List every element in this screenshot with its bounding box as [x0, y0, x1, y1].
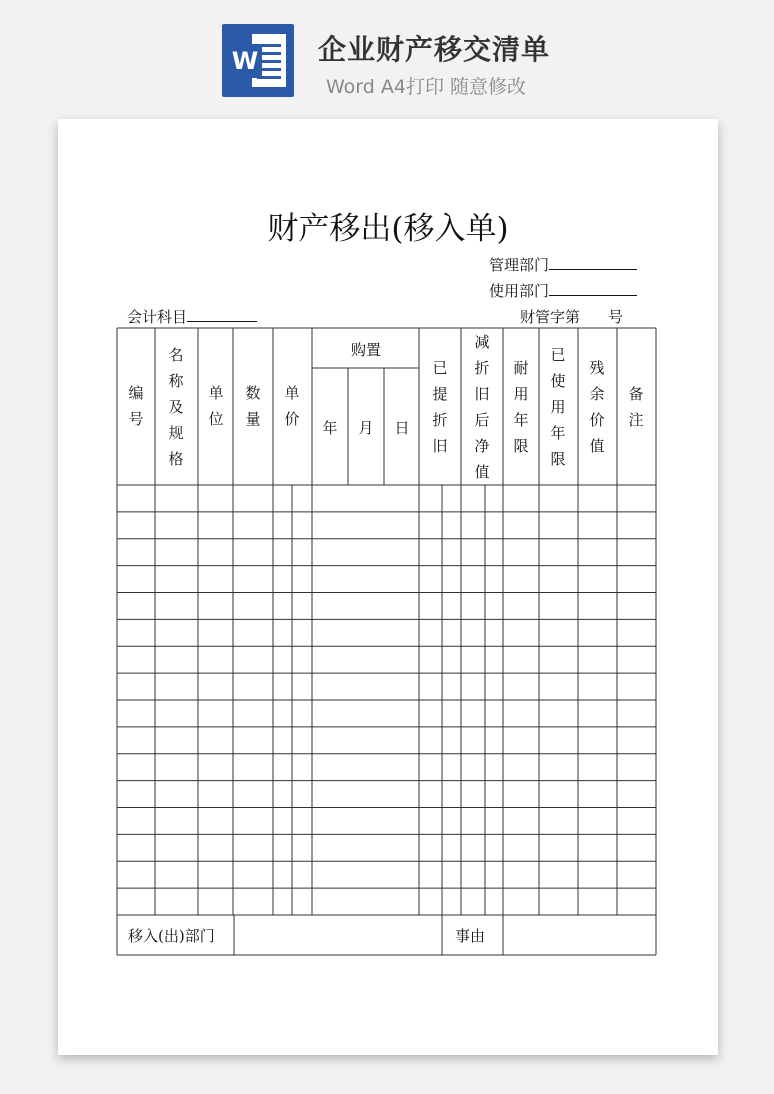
header-unit: 单位 — [208, 384, 224, 428]
use-dept-label: 使用部门 — [489, 282, 550, 300]
footer-reason-label: 事由 — [455, 927, 486, 945]
document-page — [58, 119, 718, 1055]
header-day: 日 — [394, 419, 410, 437]
header-month: 月 — [358, 419, 374, 437]
header-name: 名称及规格 — [168, 346, 184, 468]
header-price: 单价 — [284, 384, 300, 428]
header-net-value: 减折旧后净值 — [474, 333, 490, 481]
finance-no-label: 财管字第 — [520, 308, 581, 326]
header-life: 耐用年限 — [513, 359, 529, 455]
manage-dept-label: 管理部门 — [489, 256, 550, 274]
document-title: 财产移出(移入单) — [267, 211, 509, 247]
footer-dept-label: 移入(出)部门 — [128, 927, 215, 945]
finance-no-suffix: 号 — [608, 308, 624, 326]
header-residual: 残余价值 — [589, 359, 605, 455]
header-year: 年 — [322, 419, 338, 437]
header-no: 编号 — [128, 384, 144, 428]
header-remark: 备注 — [628, 385, 644, 429]
header-purchase: 购置 — [350, 341, 382, 359]
banner-subtitle: Word A4打印 随意修改 — [326, 76, 527, 98]
header-depreciated: 已提折旧 — [432, 359, 448, 455]
property-transfer-table — [58, 119, 718, 1055]
banner-title: 企业财产移交清单 — [318, 33, 551, 66]
header-used-life: 已使用年限 — [550, 346, 566, 468]
banner — [0, 0, 774, 115]
header-qty: 数量 — [245, 384, 261, 428]
word-icon — [222, 24, 294, 97]
account-label: 会计科目 — [127, 308, 188, 326]
word-icon-letter: W — [228, 44, 262, 78]
